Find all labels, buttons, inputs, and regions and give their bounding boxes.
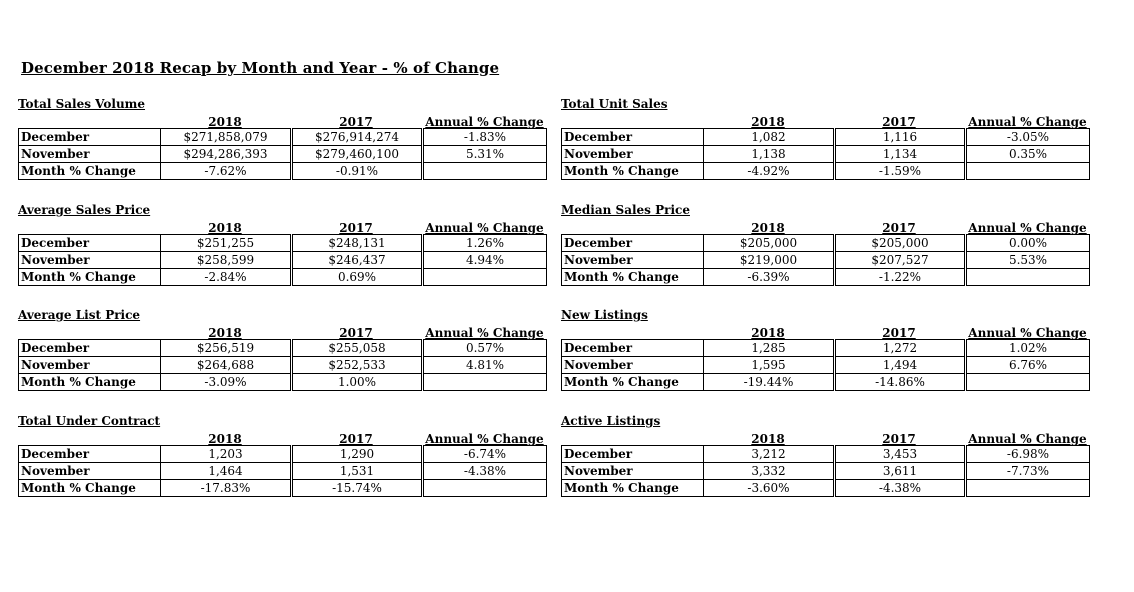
cell-2018: $271,858,079 <box>161 129 292 146</box>
table-row <box>562 446 1090 463</box>
table-row <box>19 163 547 180</box>
cell-annual-change <box>423 480 547 497</box>
section-total-under-contract <box>18 414 548 504</box>
cell-annual-change <box>966 480 1090 497</box>
cell-2017: 1,116 <box>835 129 966 146</box>
cell-2018: -4.92% <box>704 163 835 180</box>
row-label: November <box>19 252 161 269</box>
cell-annual-change: 4.94% <box>423 252 547 269</box>
row-label: December <box>562 235 704 252</box>
section-title: Average Sales Price <box>18 203 151 217</box>
row-label: November <box>562 463 704 480</box>
cell-2018: -2.84% <box>161 269 292 286</box>
cell-2018: 3,332 <box>704 463 835 480</box>
column-header-2018: 2018 <box>751 115 785 129</box>
table-row <box>19 357 547 374</box>
cell-annual-change <box>423 269 547 286</box>
table-row <box>19 146 547 163</box>
column-header-2018: 2018 <box>751 432 785 446</box>
cell-2018: $219,000 <box>704 252 835 269</box>
column-header-annual-change: Annual % Change <box>425 221 544 235</box>
row-label: December <box>562 446 704 463</box>
table-row <box>19 480 547 497</box>
cell-2017: 1.00% <box>292 374 423 391</box>
column-header-2017: 2017 <box>339 221 373 235</box>
cell-2018: 1,082 <box>704 129 835 146</box>
cell-annual-change: 0.00% <box>966 235 1090 252</box>
row-label: December <box>562 129 704 146</box>
cell-annual-change: 1.02% <box>966 340 1090 357</box>
row-label: Month % Change <box>562 163 704 180</box>
cell-2017: 3,453 <box>835 446 966 463</box>
table-row <box>562 340 1090 357</box>
cell-2018: $256,519 <box>161 340 292 357</box>
cell-2018: 1,595 <box>704 357 835 374</box>
section-title: Median Sales Price <box>561 203 690 217</box>
table-row <box>19 374 547 391</box>
section-title: Total Sales Volume <box>18 97 146 111</box>
cell-2017: $255,058 <box>292 340 423 357</box>
column-header-annual-change: Annual % Change <box>968 432 1087 446</box>
cell-2017: 0.69% <box>292 269 423 286</box>
table-row <box>19 340 547 357</box>
column-header-2018: 2018 <box>751 221 785 235</box>
cell-annual-change <box>966 269 1090 286</box>
table-row <box>562 163 1090 180</box>
column-header-annual-change: Annual % Change <box>425 432 544 446</box>
column-header-2017: 2017 <box>882 326 916 340</box>
cell-2017: 1,272 <box>835 340 966 357</box>
table-row <box>19 252 547 269</box>
table-row <box>19 235 547 252</box>
cell-annual-change <box>423 374 547 391</box>
cell-2017: $207,527 <box>835 252 966 269</box>
column-header-2018: 2018 <box>751 326 785 340</box>
cell-2017: -1.22% <box>835 269 966 286</box>
section-total-sales-volume <box>18 97 548 187</box>
table-row <box>562 269 1090 286</box>
table-row <box>19 129 547 146</box>
cell-2018: -6.39% <box>704 269 835 286</box>
data-table <box>561 445 1090 497</box>
column-header-annual-change: Annual % Change <box>968 115 1087 129</box>
row-label: Month % Change <box>562 480 704 497</box>
row-label: Month % Change <box>19 480 161 497</box>
cell-2017: 3,611 <box>835 463 966 480</box>
row-label: Month % Change <box>19 163 161 180</box>
data-table <box>18 445 547 497</box>
table-row <box>562 463 1090 480</box>
data-table <box>18 234 547 286</box>
cell-annual-change: 0.57% <box>423 340 547 357</box>
cell-2018: -3.60% <box>704 480 835 497</box>
cell-annual-change: 1.26% <box>423 235 547 252</box>
cell-2017: -0.91% <box>292 163 423 180</box>
column-header-2017: 2017 <box>339 115 373 129</box>
cell-annual-change: 4.81% <box>423 357 547 374</box>
table-row <box>562 146 1090 163</box>
row-label: December <box>19 446 161 463</box>
section-total-unit-sales <box>561 97 1091 187</box>
cell-2018: $251,255 <box>161 235 292 252</box>
cell-2017: -15.74% <box>292 480 423 497</box>
cell-2018: 1,203 <box>161 446 292 463</box>
section-new-listings <box>561 308 1091 398</box>
row-label: December <box>19 129 161 146</box>
table-row <box>562 480 1090 497</box>
cell-2018: -19.44% <box>704 374 835 391</box>
row-label: November <box>562 146 704 163</box>
table-row <box>562 252 1090 269</box>
column-header-2018: 2018 <box>208 115 242 129</box>
cell-2017: 1,290 <box>292 446 423 463</box>
cell-annual-change <box>966 374 1090 391</box>
cell-annual-change: 0.35% <box>966 146 1090 163</box>
section-title: Active Listings <box>561 414 661 428</box>
column-header-2017: 2017 <box>339 432 373 446</box>
data-table <box>18 128 547 180</box>
data-table <box>561 234 1090 286</box>
cell-annual-change: -1.83% <box>423 129 547 146</box>
table-row <box>562 129 1090 146</box>
cell-2017: $276,914,274 <box>292 129 423 146</box>
cell-2018: 3,212 <box>704 446 835 463</box>
table-row <box>562 357 1090 374</box>
section-title: Average List Price <box>18 308 141 322</box>
column-header-2017: 2017 <box>882 432 916 446</box>
cell-2017: $279,460,100 <box>292 146 423 163</box>
column-header-2018: 2018 <box>208 326 242 340</box>
cell-2017: 1,134 <box>835 146 966 163</box>
cell-2017: -14.86% <box>835 374 966 391</box>
cell-annual-change: 5.53% <box>966 252 1090 269</box>
section-title: Total Unit Sales <box>561 97 668 111</box>
row-label: November <box>19 146 161 163</box>
row-label: November <box>562 357 704 374</box>
cell-2018: -17.83% <box>161 480 292 497</box>
section-active-listings <box>561 414 1091 504</box>
table-row <box>19 463 547 480</box>
cell-2018: 1,285 <box>704 340 835 357</box>
cell-2017: $205,000 <box>835 235 966 252</box>
row-label: November <box>19 357 161 374</box>
data-table <box>561 339 1090 391</box>
column-header-2017: 2017 <box>882 115 916 129</box>
cell-annual-change: -3.05% <box>966 129 1090 146</box>
cell-annual-change: -4.38% <box>423 463 547 480</box>
column-header-2018: 2018 <box>208 432 242 446</box>
cell-annual-change: 5.31% <box>423 146 547 163</box>
row-label: December <box>562 340 704 357</box>
cell-2018: $294,286,393 <box>161 146 292 163</box>
table-row <box>562 235 1090 252</box>
table-row <box>562 374 1090 391</box>
cell-annual-change <box>423 163 547 180</box>
table-row <box>19 269 547 286</box>
cell-annual-change <box>966 163 1090 180</box>
column-header-annual-change: Annual % Change <box>425 326 544 340</box>
cell-2018: -3.09% <box>161 374 292 391</box>
column-header-annual-change: Annual % Change <box>425 115 544 129</box>
section-average-sales-price <box>18 203 548 293</box>
section-title: Total Under Contract <box>18 414 161 428</box>
row-label: December <box>19 340 161 357</box>
page-title: December 2018 Recap by Month and Year - % of Change <box>21 59 500 77</box>
data-table <box>561 128 1090 180</box>
cell-2017: -1.59% <box>835 163 966 180</box>
row-label: November <box>562 252 704 269</box>
cell-annual-change: -6.98% <box>966 446 1090 463</box>
cell-2018: -7.62% <box>161 163 292 180</box>
row-label: November <box>19 463 161 480</box>
cell-2018: $264,688 <box>161 357 292 374</box>
row-label: Month % Change <box>19 269 161 286</box>
cell-2017: $248,131 <box>292 235 423 252</box>
column-header-2017: 2017 <box>882 221 916 235</box>
cell-annual-change: 6.76% <box>966 357 1090 374</box>
cell-2018: $258,599 <box>161 252 292 269</box>
column-header-annual-change: Annual % Change <box>968 221 1087 235</box>
row-label: Month % Change <box>562 374 704 391</box>
cell-annual-change: -7.73% <box>966 463 1090 480</box>
column-header-2017: 2017 <box>339 326 373 340</box>
data-table <box>18 339 547 391</box>
row-label: Month % Change <box>19 374 161 391</box>
column-header-annual-change: Annual % Change <box>968 326 1087 340</box>
section-average-list-price <box>18 308 548 398</box>
column-header-2018: 2018 <box>208 221 242 235</box>
cell-2017: $246,437 <box>292 252 423 269</box>
cell-2018: 1,138 <box>704 146 835 163</box>
cell-annual-change: -6.74% <box>423 446 547 463</box>
cell-2018: 1,464 <box>161 463 292 480</box>
table-row <box>19 446 547 463</box>
cell-2017: 1,531 <box>292 463 423 480</box>
section-median-sales-price <box>561 203 1091 293</box>
cell-2017: -4.38% <box>835 480 966 497</box>
cell-2018: $205,000 <box>704 235 835 252</box>
row-label: Month % Change <box>562 269 704 286</box>
cell-2017: $252,533 <box>292 357 423 374</box>
cell-2017: 1,494 <box>835 357 966 374</box>
section-title: New Listings <box>561 308 648 322</box>
row-label: December <box>19 235 161 252</box>
